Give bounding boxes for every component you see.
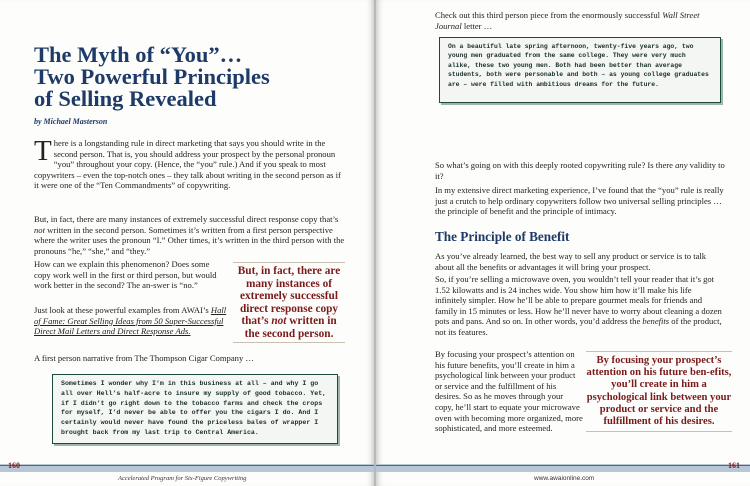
right-page: [376, 0, 750, 486]
paragraph-text: validity to it?: [435, 160, 725, 181]
paragraph-5: A first person narrative from The Thompson Cigar Company …: [34, 353, 254, 363]
right-paragraph-6: By focusing your prospect’s attention on his future benefits, you’ll create in him a psychological link between your product or service and the fulfillment of his desires. So as he moves through your copy, he’ll start to equate your microwave oven with becoming more organized, more sophisticated, and more esteemed.: [435, 349, 583, 434]
title-line: of Selling Revealed: [34, 86, 217, 111]
article-title: [34, 44, 354, 110]
paragraph-3: How can we explain this phenomenon? Does some copy work well in the first or third person, but would work better in the second? The an-swer is “no.”: [34, 259, 217, 291]
paragraph-text: So what’s going on with this deeply rooted copywriting rule? Is there: [435, 160, 676, 170]
pull-quote-text: written in the second person.: [244, 315, 337, 340]
right-paragraph-2: [435, 160, 725, 181]
left-page: [0, 0, 374, 486]
paragraph-text: Just look at these powerful examples from AWAI’s: [34, 305, 211, 315]
footer-program-title: Accelerated Program for Six-Figure Copywriting: [118, 475, 247, 482]
pull-quote-text: But, in fact, there are many instances of extremely successful direct response copy that’s: [237, 265, 341, 327]
right-paragraph-4: As you’ve already learned, the best way to sell any product or service is to talk about all the benefits or advantages it will bring your prospect.: [435, 251, 707, 272]
paragraph-text: of the product, not its features.: [435, 316, 722, 337]
title-line: The Myth of “You”…: [34, 42, 243, 67]
paragraph-text: Check out this third person piece from the enormously successful: [435, 10, 663, 20]
intro-text: here is a longstanding rule in direct marketing that says you should write in the second person. That is, you should address your prospect by the personal pronoun “you” throughout your copy. (Hence, the “you” rule.) And if you speak to most copywriters – even the top-notch ones – they talk about writing in the second person as if it were one of the “Ten Commandments” of copywriting.: [34, 138, 341, 191]
page-number: 161: [728, 461, 740, 470]
right-paragraph-3: In my extensive direct marketing experience, I’ve found that the “you” rule is really just a crutch to help ordinary copywriters follow two universal selling principles … the principle of benefit and the principle of intimacy.: [435, 185, 724, 217]
right-paragraph-5: [435, 274, 725, 338]
right-paragraph-1: [435, 10, 725, 31]
footer-url: www.awaionline.com: [534, 475, 595, 482]
cigar-letter-excerpt: Sometimes I wonder why I’m in this business at all – and why I go all over Hell’s half-acre to insure my supply of good tobacco. Yet, if I didn’t go right down to the tobacco farms and check the crops for myself, I’d never be able to offer you the cigars I do. And I certainly would never have found the priceless bales of wrapper I brought back from my last trip to Central America.: [52, 374, 338, 444]
right-pull-quote: By focusing your prospect’s attention on his future ben-efits, you’ll create in him a psychological link between your product or service and the fulfillment of his desires.: [586, 351, 732, 432]
byline: by Michael Masterson: [34, 117, 108, 126]
emphasis: benefits: [642, 316, 670, 327]
emphasis: Wall Street Journal: [435, 10, 700, 31]
paragraph-text: But, in fact, there are many instances of extremely successful direct response copy that’s: [34, 214, 339, 224]
drop-cap: T: [34, 135, 52, 167]
paragraph-text: letter …: [461, 20, 493, 31]
page-number: 160: [8, 461, 20, 470]
paragraph-text: written in the second person. Sometimes it’s written from a first person perspective where the writer uses the pronoun “I.” Other times, it’s written in the third person with the pronouns “he,” “she,” and “they.”: [34, 224, 345, 256]
paragraph-text: So, if you’re selling a microwave oven, you wouldn’t tell your reader that it’s got 1.52 kilowatts and is 24 inches wide. You show him how it’ll make his life infinitely simpler. How he’ll be able to prepare gourmet meals for friends and family in 15 minutes or less. How he’ll never have to worry about cleaning a dozen pots and pans. And so on. In other words, you’d address the: [435, 274, 722, 327]
wsj-letter-excerpt: On a beautiful late spring afternoon, twenty-five years ago, two young men graduated from the same college. They were very much alike, these two young men. Both had been better than average students, both were personable and both – as young college graduates are – were filled with ambitious dreams for the future.: [439, 37, 721, 103]
footer-rule: [376, 465, 750, 466]
paragraph-2: [34, 214, 346, 256]
footer-rule: [0, 465, 374, 466]
emphasis: any: [675, 160, 688, 170]
book-title: Hall of Fame: Great Selling Ideas from 50 Super-Successful Direct Mail Letters and Direct Response Ads.: [34, 305, 227, 337]
emphasis: not: [34, 224, 45, 235]
intro-paragraph: [34, 135, 346, 191]
paragraph-4: [34, 305, 227, 337]
emphasis: not: [271, 315, 287, 327]
title-line: Two Powerful Principles: [34, 64, 270, 89]
section-heading: The Principle of Benefit: [435, 229, 570, 244]
left-pull-quote: [233, 262, 345, 343]
